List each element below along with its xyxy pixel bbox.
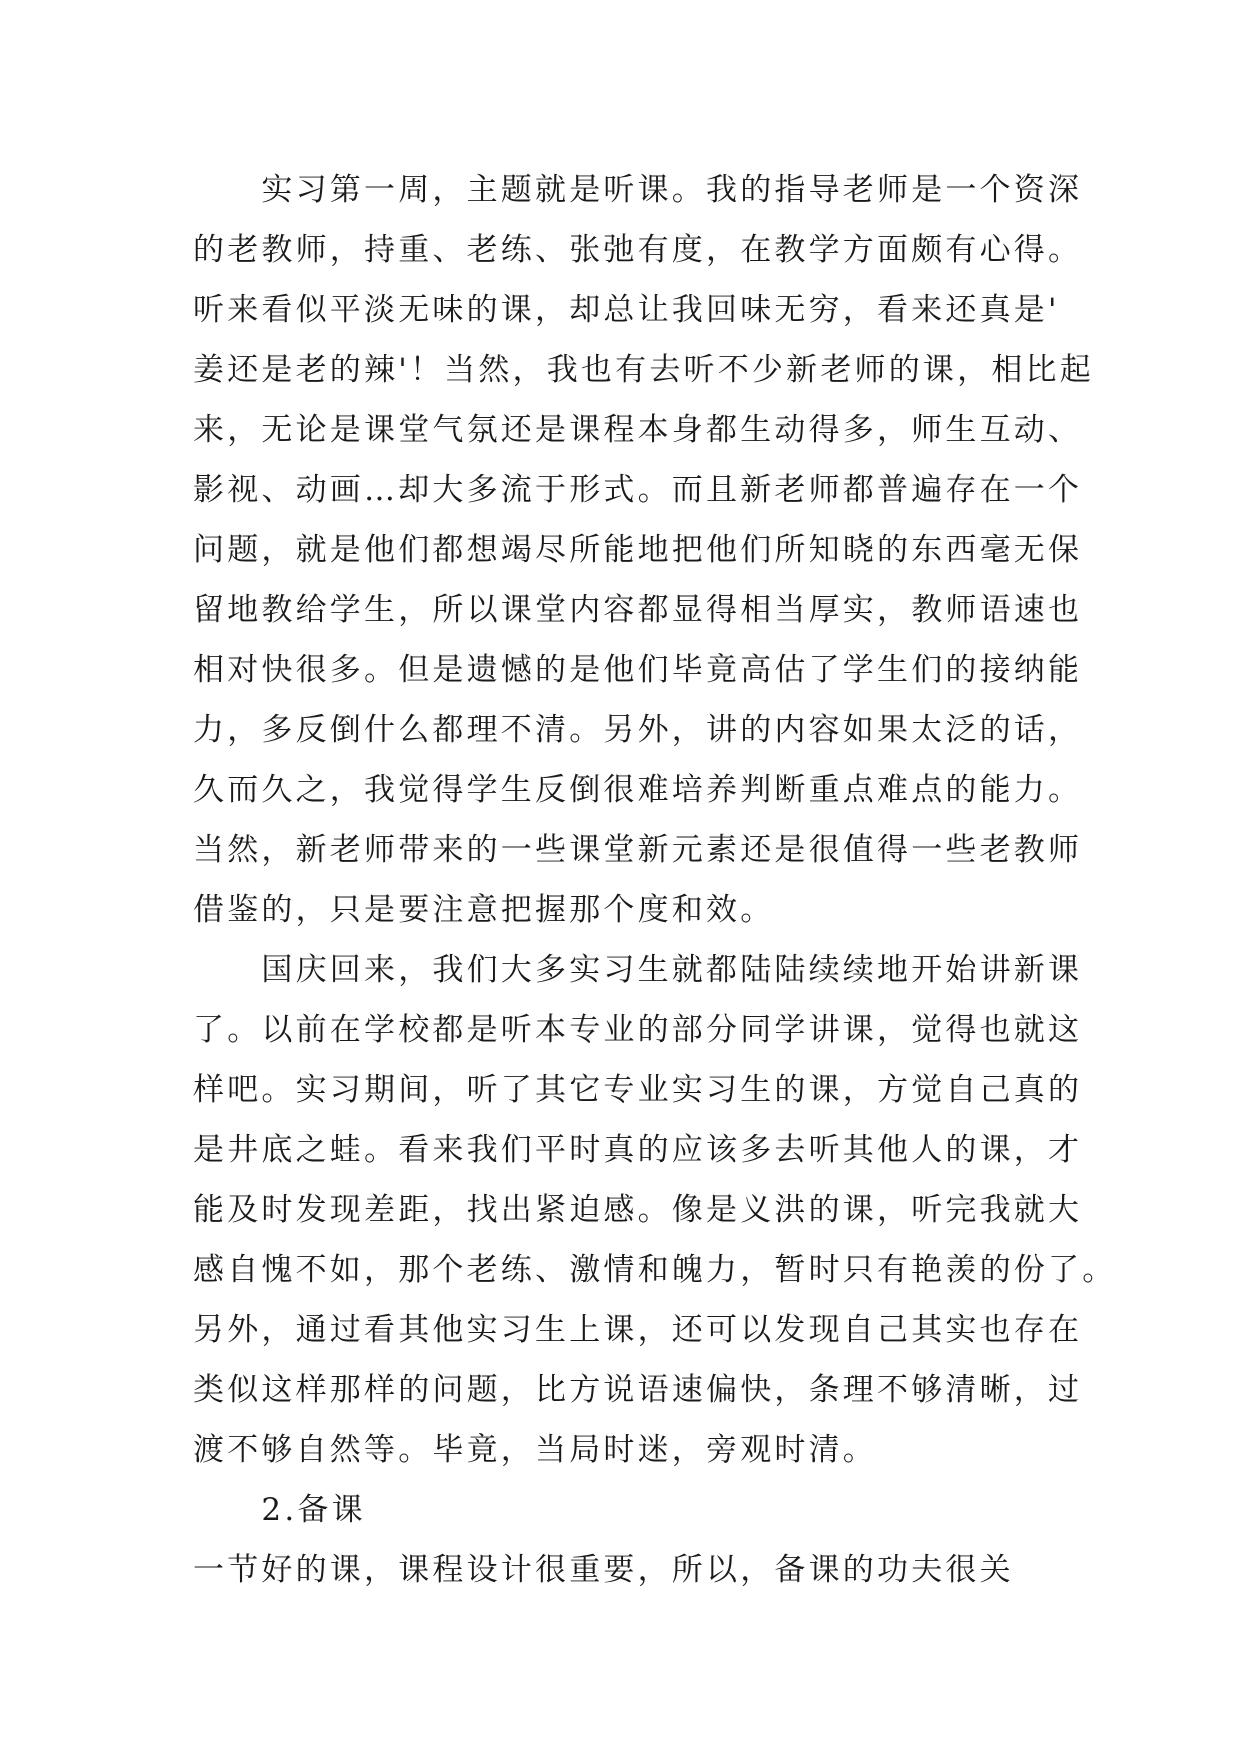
text-line: 借鉴的，只是要注意把握那个度和效。 <box>193 892 775 928</box>
text-line: 另外，通过看其他实习生上课，还可以发现自己其实也存在 <box>193 1312 1083 1348</box>
text-line: 来，无论是课堂气氛还是课程本身都生动得多，师生互动、 <box>193 412 1083 448</box>
text-line: 影视、动画…却大多流于形式。而且新老师都普遍存在一个 <box>193 472 1083 508</box>
text-line: 样吧。实习期间，听了其它专业实习生的课，方觉自己真的 <box>193 1072 1083 1108</box>
text-line: 问题，就是他们都想竭尽所能地把他们所知晓的东西毫无保 <box>193 532 1083 568</box>
text-line: 听来看似平淡无味的课，却总让我回味无穷，看来还真是' <box>193 292 1060 328</box>
text-line: 力，多反倒什么都理不清。另外，讲的内容如果太泛的话， <box>193 712 1083 748</box>
text-line: 能及时发现差距，找出紧迫感。像是义洪的课，听完我就大 <box>193 1192 1083 1228</box>
text-line: 当然，新老师带来的一些课堂新元素还是很值得一些老教师 <box>193 832 1083 868</box>
text-line: 久而久之，我觉得学生反倒很难培养判断重点难点的能力。 <box>193 772 1083 808</box>
text-line: 渡不够自然等。毕竟，当局时迷，旁观时清。 <box>193 1432 877 1468</box>
text-line: 的老教师，持重、老练、张弛有度，在教学方面颇有心得。 <box>193 232 1083 268</box>
text-line: 了。以前在学校都是听本专业的部分同学讲课，觉得也就这 <box>193 1012 1083 1048</box>
text-line: 是井底之蛙。看来我们平时真的应该多去听其他人的课，才 <box>193 1132 1083 1168</box>
text-line: 实习第一周，主题就是听课。我的指导老师是一个资深 <box>193 172 1083 208</box>
body-text <box>193 160 1117 1600</box>
text-line: 姜还是老的辣'！当然，我也有去听不少新老师的课，相比起 <box>193 352 1094 388</box>
text-line: 留地教给学生，所以课堂内容都显得相当厚实，教师语速也 <box>193 592 1083 628</box>
section-heading: 2.备课 <box>193 1492 366 1528</box>
text-line: 国庆回来，我们大多实习生就都陆陆续续地开始讲新课 <box>193 952 1083 988</box>
text-line: 相对快很多。但是遗憾的是他们毕竟高估了学生们的接纳能 <box>193 652 1083 688</box>
text-line: 类似这样那样的问题，比方说语速偏快，条理不够清晰，过 <box>193 1372 1083 1408</box>
text-line: 感自愧不如，那个老练、激情和魄力，暂时只有艳羡的份了。 <box>193 1252 1117 1288</box>
text-line: 一节好的课，课程设计很重要，所以，备课的功夫很关 <box>193 1552 1014 1588</box>
